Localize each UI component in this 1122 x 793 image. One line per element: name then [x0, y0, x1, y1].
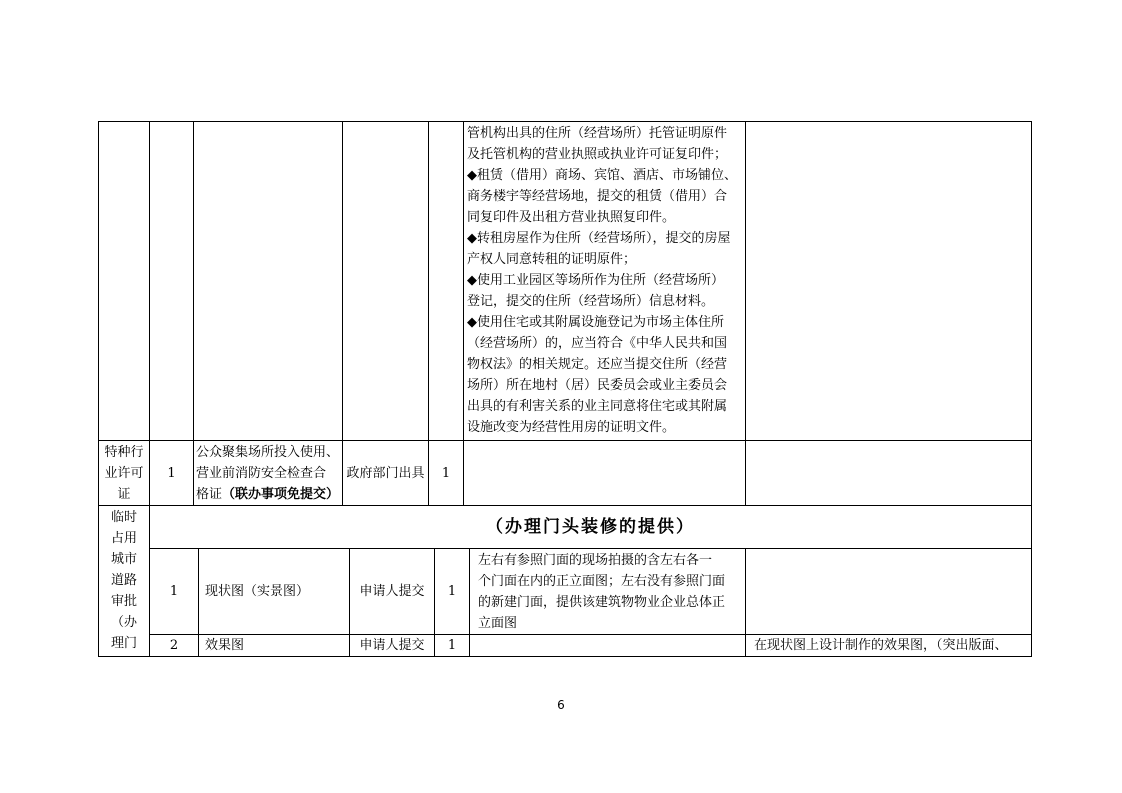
- category-line: 特种行: [104, 444, 144, 460]
- row2-source-cell: [342, 440, 429, 506]
- row1-category-cell: [98, 121, 150, 441]
- section-row1-name-cell: [198, 548, 350, 635]
- name-line-last: [196, 484, 342, 505]
- category-line: 城市: [110, 552, 137, 567]
- category-line: 审批: [110, 594, 137, 609]
- section-title: （办理门头装修的提供）: [486, 516, 695, 537]
- name-tail-plain: 格证: [196, 487, 223, 502]
- row1-material-cell: [463, 121, 746, 441]
- section-row2-source-cell: [349, 634, 435, 657]
- category-line: 业许可: [104, 465, 144, 481]
- section-row1-source-cell: [349, 548, 435, 635]
- section-row1-count-cell: [434, 548, 470, 635]
- row1-name-cell: [193, 121, 343, 441]
- material-line: （经营场所）的，应当符合《中华人民共和国: [467, 336, 728, 351]
- material-line: ◆使用住宅或其附属设施登记为市场主体住所: [467, 315, 724, 330]
- material-line: 设施改变为经营性用房的证明文件。: [467, 420, 676, 435]
- material-line: ◆租赁（借用）商场、宾馆、酒店、市场铺位、: [467, 168, 737, 183]
- section-title-cell: [149, 505, 1032, 549]
- category-line: 证: [117, 486, 131, 502]
- requirement-line: 立面图: [478, 616, 518, 631]
- category-line: 临时: [110, 510, 137, 525]
- copy-count: 1: [447, 584, 457, 599]
- row-index: 1: [167, 465, 176, 481]
- name-line: 公众聚集场所投入使用、: [196, 445, 340, 460]
- section-row2-count-cell: [434, 634, 470, 657]
- requirement-line: 左右有参照门面的现场拍摄的含左右各一: [478, 553, 713, 568]
- material-line: 及托管机构的营业执照或执业许可证复印件；: [467, 147, 728, 162]
- row2-name-cell: [193, 440, 343, 506]
- row-index: 1: [169, 584, 179, 599]
- material-line: ◆使用工业园区等场所作为住所（经营场所）: [467, 273, 724, 288]
- section-row2-note-cell: [745, 634, 1032, 657]
- material-line: 场所）所在地村（居）民委员会或业主委员会: [467, 378, 728, 393]
- material-line: 商务楼宇等经营场地，提交的租赁（借用）合: [467, 189, 728, 204]
- category-line: （办: [110, 615, 137, 630]
- name-line: 营业前消防安全检查合: [196, 466, 327, 481]
- row1-note-cell: [745, 121, 1032, 441]
- row2-material-cell: [463, 440, 746, 506]
- row2-count-cell: [428, 440, 464, 506]
- material-line: 物权法》的相关规定。还应当提交住所（经营: [467, 357, 728, 372]
- requirement-line: 个门面在内的正立面图；左右没有参照门面: [478, 574, 726, 589]
- note-text: 在现状图上设计制作的效果图，（突出版面、: [754, 638, 1008, 653]
- copy-count: 1: [447, 638, 457, 653]
- material-line: 产权人同意转租的证明原件；: [467, 252, 637, 267]
- material-source: 申请人提交: [359, 584, 425, 599]
- material-line: 同复印件及出租方营业执照复印件。: [467, 210, 676, 225]
- material-source: 申请人提交: [359, 638, 425, 653]
- section-row2-name-cell: [198, 634, 350, 657]
- joint-handling-note: （联办事项免提交）: [222, 487, 340, 502]
- material-line: ◆转租房屋作为住所（经营场所），提交的房屋: [467, 231, 731, 246]
- row2-note-cell: [745, 440, 1032, 506]
- section-row1-index-cell: [149, 548, 199, 635]
- category-line: 占用: [110, 531, 137, 546]
- category-line: 理门: [110, 636, 137, 651]
- material-line: 管机构出具的住所（经营场所）托管证明原件: [467, 126, 728, 141]
- section-row1-requirement-cell: [469, 548, 746, 635]
- material-name: 现状图（实景图）: [205, 584, 310, 599]
- row-index: 2: [169, 638, 179, 653]
- page-number: 6: [557, 698, 565, 712]
- material-line: 登记，提交的住所（经营场所）信息材料。: [467, 294, 715, 309]
- section-row2-requirement-cell: [469, 634, 746, 657]
- row2-index-cell: [149, 440, 194, 506]
- row2-category-cell: [98, 440, 150, 506]
- section-row1-note-cell: [745, 548, 1032, 635]
- row1-source-cell: [342, 121, 429, 441]
- row1-index-cell: [149, 121, 194, 441]
- section-row2-index-cell: [149, 634, 199, 657]
- category-line: 道路: [110, 573, 137, 588]
- row1-count-cell: [428, 121, 464, 441]
- material-name: 效果图: [205, 638, 245, 653]
- requirement-line: 的新建门面，提供该建筑物物业企业总体正: [478, 595, 726, 610]
- material-source: 政府部门出具: [346, 465, 425, 481]
- section-category-cell: [98, 505, 150, 657]
- copy-count: 1: [441, 465, 451, 481]
- material-line: 出具的有利害关系的业主同意将住宅或其附属: [467, 399, 728, 414]
